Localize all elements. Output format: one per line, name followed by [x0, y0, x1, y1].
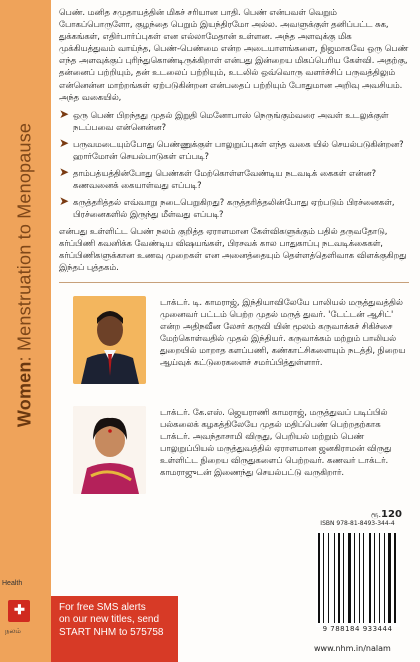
spine-title-rest: : Menstruation to Menopause — [14, 122, 35, 362]
barcode-number: 9 788184 933444 — [322, 625, 393, 633]
question-text: தாம்பத்யத்தின்போது பெண்கள் மேற்கொள்ளவேண்டிய நடவடிக் கைகள் என்ன? கணவனைக் கையாள்வது எப்படி? — [73, 167, 377, 190]
question-text: கருத்தரித்தல் எவ்வாறு நடைபெறுகிறது? கருத்தரித்தலின்போது ஏற்படும் பிரச்னைகள், பிரச்னைகளில் இருந்து மீள்வது எப்படி? — [73, 196, 395, 219]
publisher-logo — [8, 600, 30, 622]
author-1-photo — [73, 296, 146, 384]
question-text: பருவமடையும்போது பெண்ணுக்குள் பாலுறுப்புகள் எந்த வகை யில் செயல்படுகின்றன? ஹார்மோன் செயல்பாடுகள் எப்படி? — [73, 138, 404, 161]
question-list — [59, 106, 409, 220]
arrow-icon: ➤ — [59, 164, 70, 179]
spine-title — [15, 95, 36, 455]
sms-alert-box — [51, 596, 178, 662]
divider — [59, 282, 409, 283]
author-2-bio: டாக்டர். கே.எஸ். ஜெயராணி காமராஜ், மருத்துவப் படிப்பில் பல்கலைக் கழகத்திலேயே முதல் மதிப்பெண் பெற்றதற்காக டாக்டர். அவந்தாசாமி விருது, பெறியல் மற்றும் பெண் பாலுறுப்பியல் மருத்துவத்தில் ஏராளமான ஜனகிராமன் விருது உள்ளிட்ட நிறைய விருதுகளைப் பெற்றவர். கணவர் டாக்டர். காமராஜுடன் இணைந்து செயல்பட்டு வருகிறார். — [160, 407, 392, 477]
sms-line-1: For free SMS alerts — [59, 602, 146, 613]
sms-line-2: on our new titles, send — [59, 614, 160, 626]
barcode-image — [316, 531, 400, 627]
author-2-photo — [73, 406, 146, 494]
blurb — [59, 6, 409, 273]
list-item — [59, 106, 409, 133]
list-item — [59, 164, 409, 191]
author-1-bio: டாக்டர். டி. காமராஜ், இந்தியாவிலேயே பாலியல் மருத்துவத்தில் முனைவர் பட்டம் பெற்ற முதல் மருத் துவர். 'டேட்டன் ஆசிட்' என்ற அதிநவீன லேசர் கருவி யின் மூலம் கருவாக்கச் சிகிச்சை மேற்கொள்வதில் முதல் இந்தியர். கருவாக்கம் மற்றும் பாலியல் துறையில் மாறாத களப்பணி, கண்காட்சிகளையும் நடத்தி, நிறைய ஆய்வுக் கட்டுரைகளைச் சமர்ப்பித்துள்ளார். — [160, 297, 406, 367]
publisher-website: www.nhm.in/nalam — [314, 644, 391, 653]
isbn-text: ISBN 978-81-8493-344-4 — [320, 520, 395, 527]
price-currency: ரூ. — [371, 510, 382, 519]
price-value: 120 — [381, 509, 402, 520]
intro-paragraph: பெண். மனித சமுதாயத்தின் மிகச் சரியான பாதி. பெண் என்பவள் வெறும் போகப்பொருளோ, குழந்தை பெறும் இயந்திரமோ அல்ல. அவளுக்குள் தனிப்பட்ட சுக, துக்கங்கள், எதிர்பார்ப்புகள் என எல்லாமேதான் உள்ளன. அந்த அளவுக்கு மிக முக்கியத்துவம் வாய்ந்த, பெண்-பெண்மை என்ற அடையாளங்களை, நிஜமாகவே ஒரு பெண் எந்த அளவுக்குப் புரிந்துகொண்டிருக்கிறாள் என்பது இன்றைய மிகப்பெரிய கேள்வி. அதற்கு, தன்னைப் பற்றியும், தன் உடலைப் பற்றியும், உடலில் ஒவ்வொரு வளர்ச்சிப் பருவத்திலும் என்னென்ன மாற்றங்கள் ஏற்படுகின்றன என்பதைப் பற்றியும் போதுமான அறிவு அவசியம். அந்த வகையில், — [59, 7, 409, 102]
arrow-icon: ➤ — [59, 193, 70, 208]
closing-paragraph: என்பது உள்ளிட்ட பெண் நலம் குறித்த ஏராளமான கேள்விகளுக்கும் பதில் தருவதோடு, கர்ப்பிணி கவனிக்க வேண்டிய விஷயங்கள், பிரசவக் கால பாதுகாப்பு நடவடிக்கைகள், கர்ப்பிணிகளுக்கான உணவு முறைகள் என அனைத்தையும் தெள்ளத்தெளிவாக விளக்குகிறது இந்தப் புத்தகம். — [59, 225, 407, 273]
spine-title-women: Women — [14, 361, 35, 428]
question-text: ஒரு பெண் பிறந்தது முதல் இறுதி மெனோபாஸ் நெருங்கும்வரை அவள் உடலுக்குள் நடப்பவை என்னென்ன? — [73, 109, 389, 132]
price — [371, 509, 402, 520]
plus-icon: ✚ — [14, 602, 25, 617]
barcode-block — [306, 520, 409, 647]
list-item — [59, 193, 409, 220]
list-item — [59, 135, 409, 162]
arrow-icon: ➤ — [59, 106, 70, 121]
category-label: Health — [2, 580, 23, 587]
publisher-logo-text: நலம் — [5, 627, 21, 635]
sms-line-3: START NHM to 575758 — [59, 626, 164, 638]
arrow-icon: ➤ — [59, 135, 70, 150]
